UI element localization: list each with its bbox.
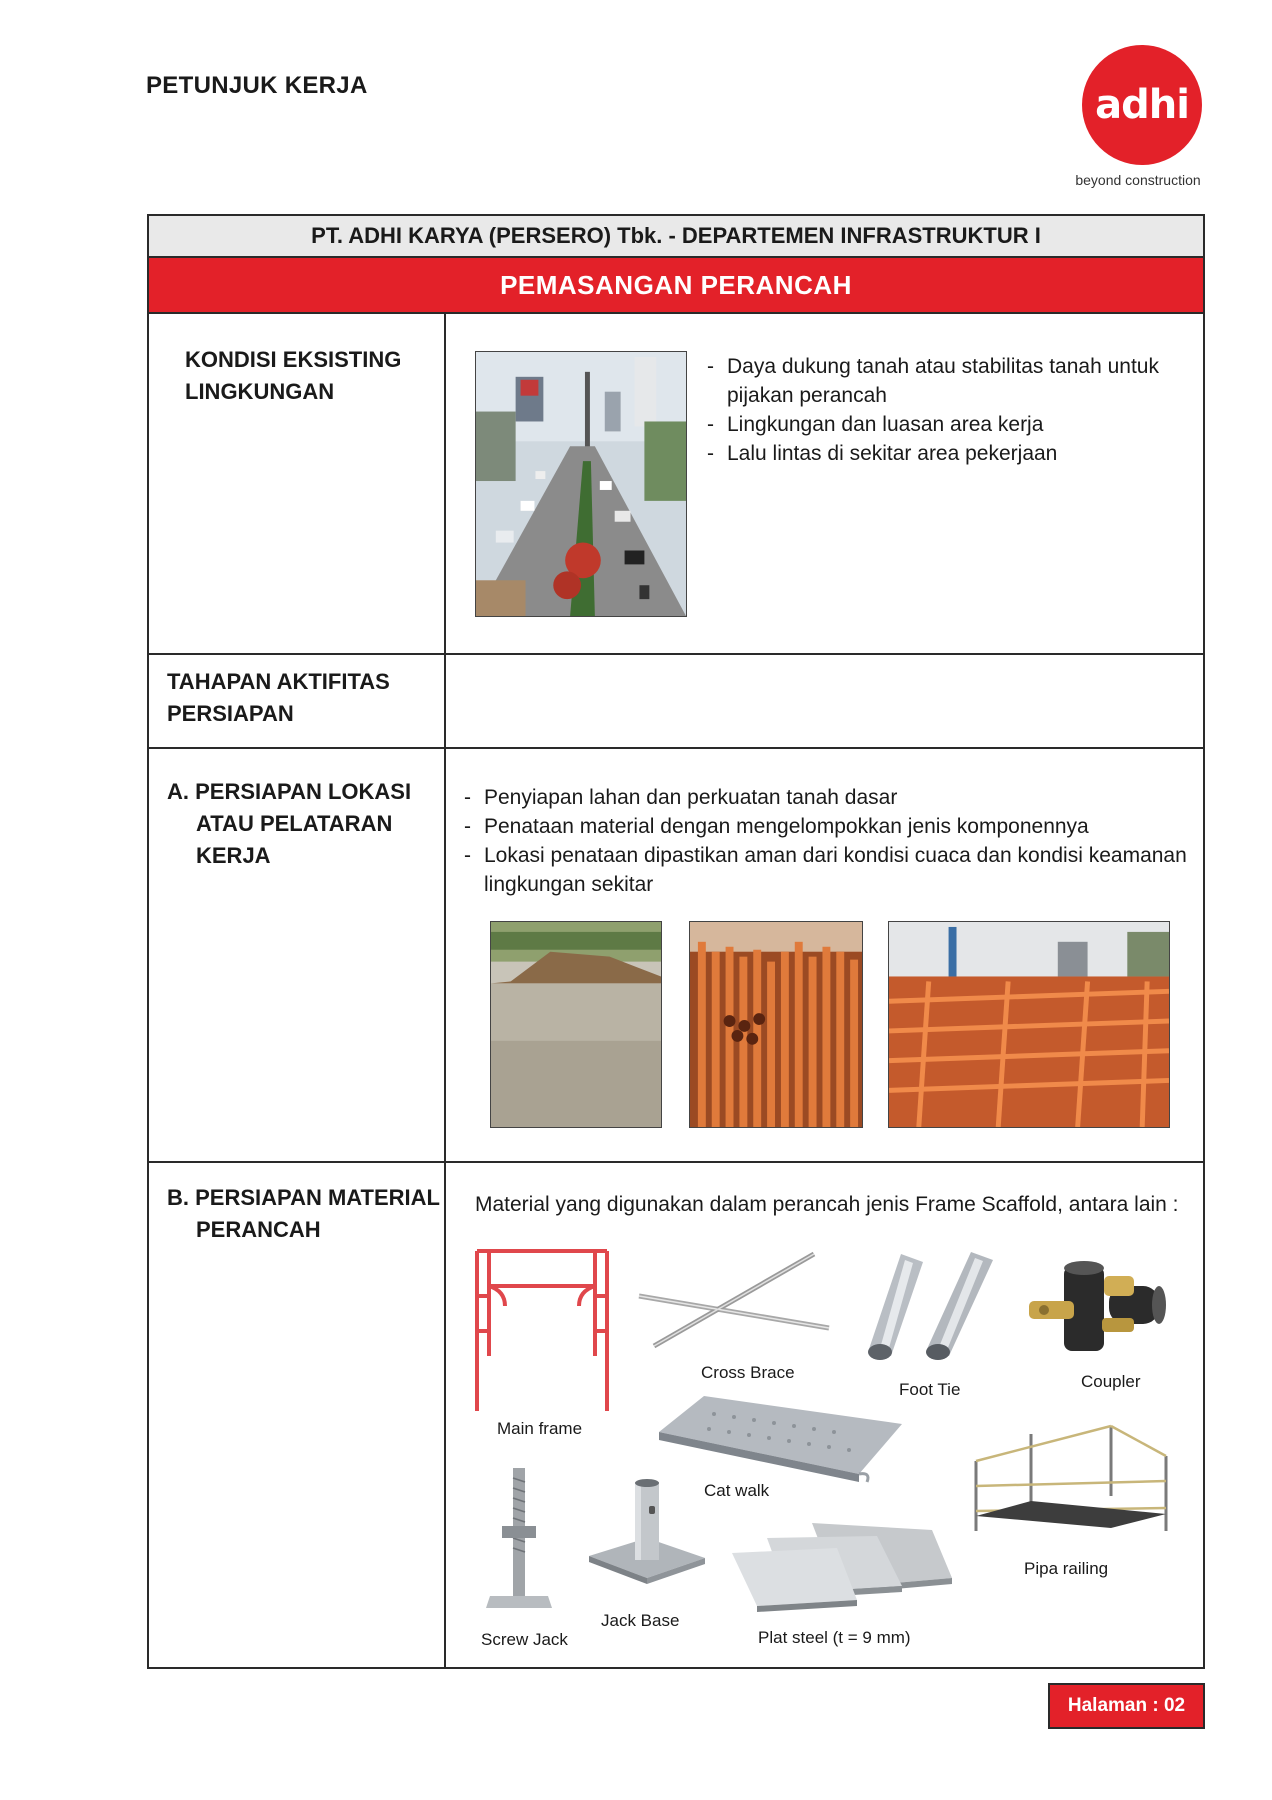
- plat-steel-icon: [727, 1508, 952, 1618]
- coupler-icon: [1024, 1256, 1169, 1356]
- screw-jack-caption: Screw Jack: [481, 1630, 568, 1649]
- tahapan-label-line1: TAHAPAN AKTIFITAS: [167, 669, 390, 694]
- list-item: - Penyiapan lahan dan perkuatan tanah dasar: [460, 783, 1190, 812]
- jack-base-icon: [587, 1478, 707, 1598]
- lokasi-label: [167, 776, 411, 872]
- material-label-line1: B. PERSIAPAN MATERIAL: [167, 1185, 440, 1210]
- jack-base-item: [587, 1478, 707, 1598]
- land-photo: [490, 921, 662, 1128]
- cat-walk-caption: Cat walk: [704, 1481, 770, 1500]
- main-frame-icon: [475, 1246, 615, 1411]
- tahapan-label-line2: PERSIAPAN: [167, 701, 294, 726]
- kondisi-label-line1: KONDISI EKSISTING: [185, 347, 402, 372]
- pipa-railing-item: [971, 1416, 1171, 1536]
- logo-text: adhi: [1095, 82, 1189, 128]
- organization-header: PT. ADHI KARYA (PERSERO) Tbk. - DEPARTEMEN INFRASTRUKTUR I: [149, 216, 1203, 258]
- lokasi-label-line3: KERJA: [196, 843, 271, 868]
- document-title: PETUNJUK KERJA: [146, 72, 368, 99]
- row-divider: [149, 747, 1203, 749]
- main-frame-item: [475, 1246, 615, 1411]
- lokasi-bullets: [460, 783, 1190, 899]
- lokasi-label-line1: A. PERSIAPAN LOKASI: [167, 779, 412, 804]
- kondisi-label: [185, 344, 401, 408]
- list-item: - Lokasi penataan dipastikan aman dari kondisi cuaca dan kondisi keamanan lingkungan sekitar: [460, 841, 1190, 899]
- pipa-railing-caption: Pipa railing: [1024, 1559, 1109, 1578]
- kondisi-bullets: [703, 352, 1183, 468]
- page-number-badge: Halaman : 02: [1048, 1683, 1205, 1729]
- tahapan-label: [167, 666, 390, 730]
- street-photo: [475, 351, 687, 617]
- kondisi-label-line2: LINGKUNGAN: [185, 379, 335, 404]
- foot-tie-icon: [861, 1244, 1021, 1364]
- foot-tie-item: [861, 1244, 1021, 1364]
- frames-photo: [888, 921, 1170, 1128]
- material-label-line2: PERANCAH: [196, 1217, 321, 1242]
- material-intro: Material yang digunakan dalam perancah jenis Frame Scaffold, antara lain :: [475, 1193, 1179, 1216]
- column-divider: [444, 314, 446, 1669]
- plat-steel-caption: Plat steel (t = 9 mm): [758, 1628, 911, 1647]
- coupler-caption: Coupler: [1081, 1372, 1141, 1391]
- cat-walk-item: [654, 1394, 904, 1484]
- list-item: - Penataan material dengan mengelompokkan jenis komponennya: [460, 812, 1190, 841]
- work-instruction-table: [147, 214, 1205, 1669]
- cross-brace-item: [634, 1246, 834, 1356]
- section-title: PEMASANGAN PERANCAH: [149, 258, 1203, 314]
- jack-base-caption: Jack Base: [601, 1611, 680, 1630]
- logo-tagline: beyond construction: [1075, 172, 1201, 188]
- list-item: - Daya dukung tanah atau stabilitas tanah untuk pijakan perancah: [703, 352, 1183, 410]
- screw-jack-icon: [484, 1468, 554, 1618]
- lokasi-label-line2: ATAU PELATARAN: [196, 811, 393, 836]
- list-item: - Lalu lintas di sekitar area pekerjaan: [703, 439, 1183, 468]
- coupler-item: [1024, 1256, 1169, 1356]
- material-label: [167, 1182, 440, 1246]
- list-item: - Lingkungan dan luasan area kerja: [703, 410, 1183, 439]
- cross-brace-icon: [634, 1246, 834, 1356]
- row-divider: [149, 653, 1203, 655]
- cat-walk-icon: [654, 1394, 904, 1484]
- screw-jack-item: [484, 1468, 554, 1618]
- row-divider: [149, 1161, 1203, 1163]
- cross-brace-caption: Cross Brace: [701, 1363, 795, 1382]
- adhi-logo: [1082, 45, 1202, 165]
- main-frame-caption: Main frame: [497, 1419, 583, 1438]
- plat-steel-item: [727, 1508, 952, 1618]
- pipa-railing-icon: [971, 1416, 1171, 1536]
- pipes-photo: [689, 921, 863, 1128]
- foot-tie-caption: Foot Tie: [899, 1380, 961, 1399]
